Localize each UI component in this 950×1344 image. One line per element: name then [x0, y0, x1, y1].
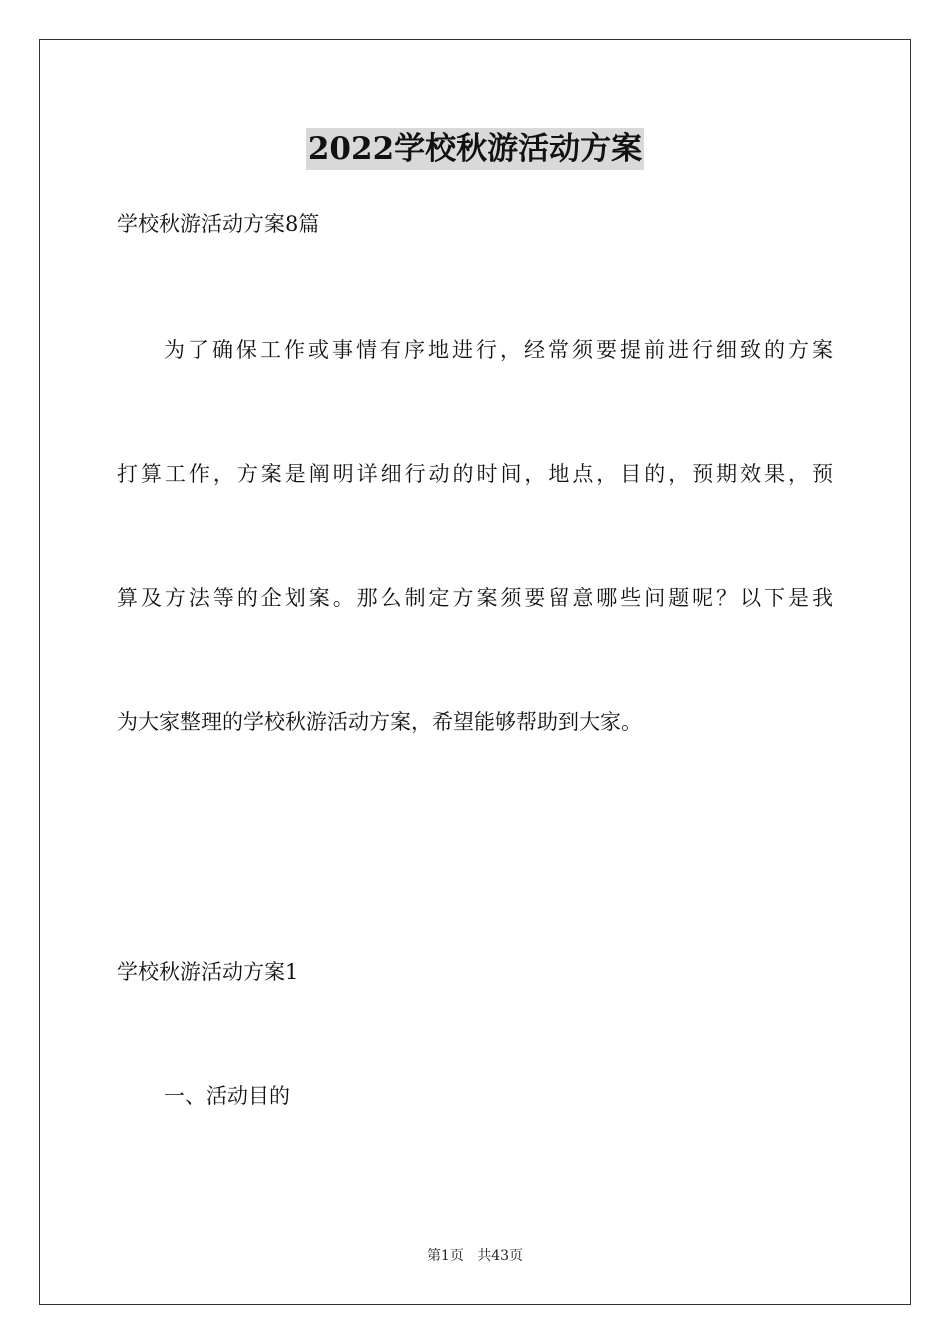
page-total: 共43页 — [477, 1248, 524, 1264]
intro-line-2: 打算工作，方案是阐明详细行动的时间，地点，目的，预期效果，预 — [117, 462, 833, 486]
intro-line-1: 为了确保工作或事情有序地进行，经常须要提前进行细致的方案 — [164, 338, 833, 362]
subsection-heading: 一、活动目的 — [164, 1084, 290, 1108]
page-footer — [0, 1246, 950, 1266]
section-heading: 学校秋游活动方案1 — [117, 960, 299, 984]
intro-line-4: 为大家整理的学校秋游活动方案，希望能够帮助到大家。 — [117, 710, 642, 734]
page-number: 第1页 — [426, 1248, 464, 1264]
document-title — [0, 128, 950, 170]
intro-line-3: 算及方法等的企划案。那么制定方案须要留意哪些问题呢？以下是我 — [117, 586, 833, 610]
document-subtitle: 学校秋游活动方案8篇 — [117, 212, 320, 236]
document-title-text: 2022学校秋游活动方案 — [306, 128, 644, 170]
